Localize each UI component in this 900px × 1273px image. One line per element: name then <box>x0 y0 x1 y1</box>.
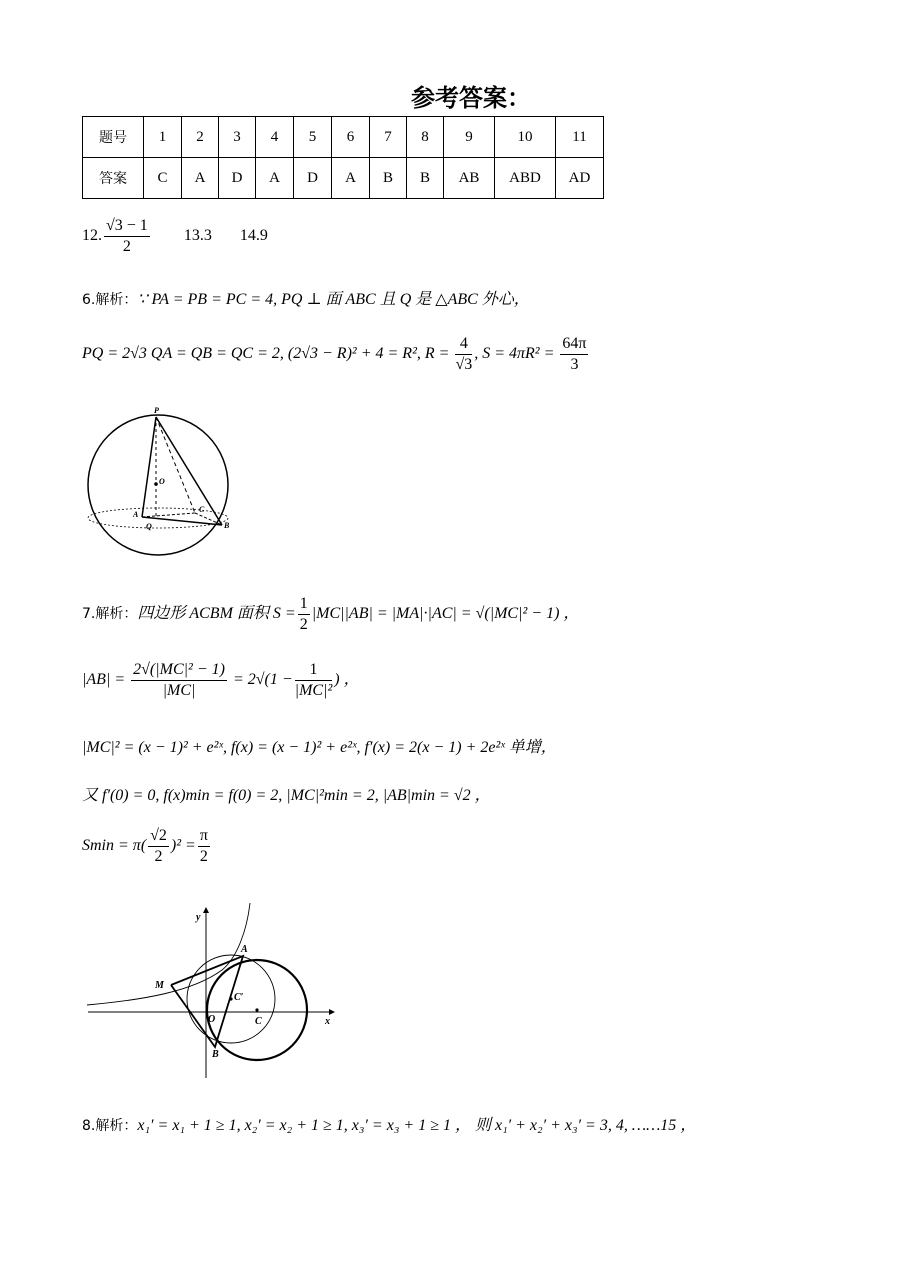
q6-line2 <box>82 334 590 375</box>
point-c-prime <box>229 997 232 1000</box>
label-q: Q <box>146 522 152 531</box>
q12-denominator: 2 <box>122 238 131 255</box>
q7-line5 <box>82 826 212 867</box>
q7-line3: |MC|² = (x − 1)² + e²ˣ, f(x) = (x − 1)² + e²ˣ, f′(x) = 2(x − 1) + 2e²ˣ 单增， <box>82 739 557 756</box>
table-cell: A <box>182 158 219 199</box>
label-c: C <box>255 1016 262 1027</box>
q7-r-num: √2 <box>148 826 169 847</box>
label-y: y <box>196 912 201 923</box>
q6-r-fraction <box>455 334 472 375</box>
edge-pb <box>156 417 222 525</box>
label-c: C <box>199 505 205 514</box>
q7-text2b: = 2√(1 − <box>232 671 293 689</box>
table-cell: B <box>407 158 444 199</box>
table-cell: D <box>294 158 332 199</box>
table-cell: D <box>219 158 256 199</box>
q14-answer: 14.9 <box>239 227 268 245</box>
q7-line4: 又 f′(0) = 0, f(x)min = f(0) = 2, |MC|²min = 2, |AB|min = √2 ， <box>82 787 491 804</box>
table-cell: 6 <box>332 117 370 158</box>
page-title: 参考答案： <box>411 84 531 112</box>
q7-line1 <box>82 594 579 635</box>
label-b: B <box>212 1049 219 1060</box>
edge-pc <box>156 417 195 513</box>
q6-r-den: √3 <box>455 356 473 373</box>
q12-fraction <box>104 216 150 257</box>
label-p: P <box>154 406 159 415</box>
table-cell: 3 <box>219 117 256 158</box>
q6-label: 6.解析： <box>82 292 138 308</box>
q6-s-num: 64π <box>560 334 588 355</box>
q8-text: x₁′ = x₁ + 1 ≥ 1, x₂′ = x₂ + 1 ≥ 1, x₃′ = x₃ + 1 ≥ 1 ， 则 x₁′ + x₂′ + x₃′ = 3, 4, ……15 ， <box>137 1117 697 1134</box>
q7-ab-fraction <box>131 660 227 701</box>
label-m: M <box>155 980 164 991</box>
table-cell: AB <box>444 158 495 199</box>
q13-answer: 13.3 <box>183 227 212 245</box>
table-row-numbers <box>83 117 604 158</box>
q7-text1b: |MC||AB| = |MA|·|AC| = √(|MC|² − 1) ， <box>311 605 580 623</box>
q7-graph-figure <box>82 900 342 1080</box>
table-cell: 5 <box>294 117 332 158</box>
point-o <box>154 482 158 486</box>
q7-text2c: ) ， <box>334 671 360 689</box>
q8-label: 8.解析： <box>82 1118 138 1134</box>
q7-inv-fraction <box>295 660 333 701</box>
label-a: A <box>241 944 248 955</box>
q6-r-num: 4 <box>455 334 472 355</box>
q7-pi-den: 2 <box>199 848 208 865</box>
edge-ac <box>142 513 195 517</box>
table-cell: 9 <box>444 117 495 158</box>
q7-line2 <box>82 660 360 701</box>
table-cell: B <box>370 158 407 199</box>
table-row-answers <box>83 158 604 199</box>
table-cell: 4 <box>256 117 294 158</box>
table-cell: ABD <box>495 158 556 199</box>
table-cell: 11 <box>556 117 604 158</box>
q6-s-fraction <box>560 334 588 375</box>
q6-text1: ∵ PA = PB = PC = 4, PQ ⊥ 面 ABC 且 Q 是 △ABC 外心， <box>137 291 530 308</box>
table-cell: 8 <box>407 117 444 158</box>
table-cell: C <box>144 158 182 199</box>
point-c <box>255 1008 258 1011</box>
answer-label: 答案 <box>83 158 144 199</box>
label-x: x <box>325 1016 330 1027</box>
header-label: 题号 <box>83 117 144 158</box>
q7-text2a: |AB| = <box>82 671 126 689</box>
q6-sphere-figure <box>80 400 250 560</box>
q7-inv-num: 1 <box>295 660 333 681</box>
table-cell: AD <box>556 158 604 199</box>
q7-pi-num: π <box>198 826 210 847</box>
fill-blank-answers <box>82 216 268 257</box>
q8-line <box>82 1112 696 1135</box>
label-b: B <box>224 521 230 530</box>
table-cell: 7 <box>370 117 407 158</box>
answer-table <box>82 116 604 199</box>
edge-pa <box>142 417 156 517</box>
table-cell: A <box>332 158 370 199</box>
table-cell: 10 <box>495 117 556 158</box>
table-cell: A <box>256 158 294 199</box>
label-a: A <box>133 510 139 519</box>
q7-label: 7.解析： <box>82 606 138 623</box>
q7-half-num: 1 <box>298 594 310 615</box>
edge-ab <box>142 517 222 525</box>
q6-text2b: , S = 4πR² = <box>474 345 555 363</box>
q6-line1 <box>82 286 530 309</box>
q7-r-fraction <box>148 826 169 867</box>
q7-r-den: 2 <box>154 848 163 865</box>
q12-label: 12. <box>82 227 102 245</box>
label-o: O <box>208 1014 216 1025</box>
table-cell: 1 <box>144 117 182 158</box>
q7-ab-den: |MC| <box>162 682 196 699</box>
q7-pi-fraction <box>198 826 210 867</box>
table-cell: 2 <box>182 117 219 158</box>
q7-text5b: )² = <box>170 837 196 855</box>
curve-f <box>87 903 250 1005</box>
q12-numerator: √3 − 1 <box>104 216 150 237</box>
q7-half-den: 2 <box>299 616 308 633</box>
q7-ab-num: 2√(|MC|² − 1) <box>131 660 227 681</box>
q7-inv-den: |MC|² <box>294 682 333 699</box>
sphere-outline <box>88 415 228 555</box>
q6-text2a: PQ = 2√3 QA = QB = QC = 2, (2√3 − R)² + 4 = R², R = <box>82 345 450 363</box>
label-c-prime: C′ <box>234 992 244 1003</box>
q7-text5a: Smin = π( <box>82 837 147 855</box>
q6-s-den: 3 <box>570 356 579 373</box>
q7-half-fraction <box>298 594 310 635</box>
label-o: O <box>159 477 165 486</box>
q7-text1a: 四边形 ACBM 面积 S = <box>137 605 296 623</box>
